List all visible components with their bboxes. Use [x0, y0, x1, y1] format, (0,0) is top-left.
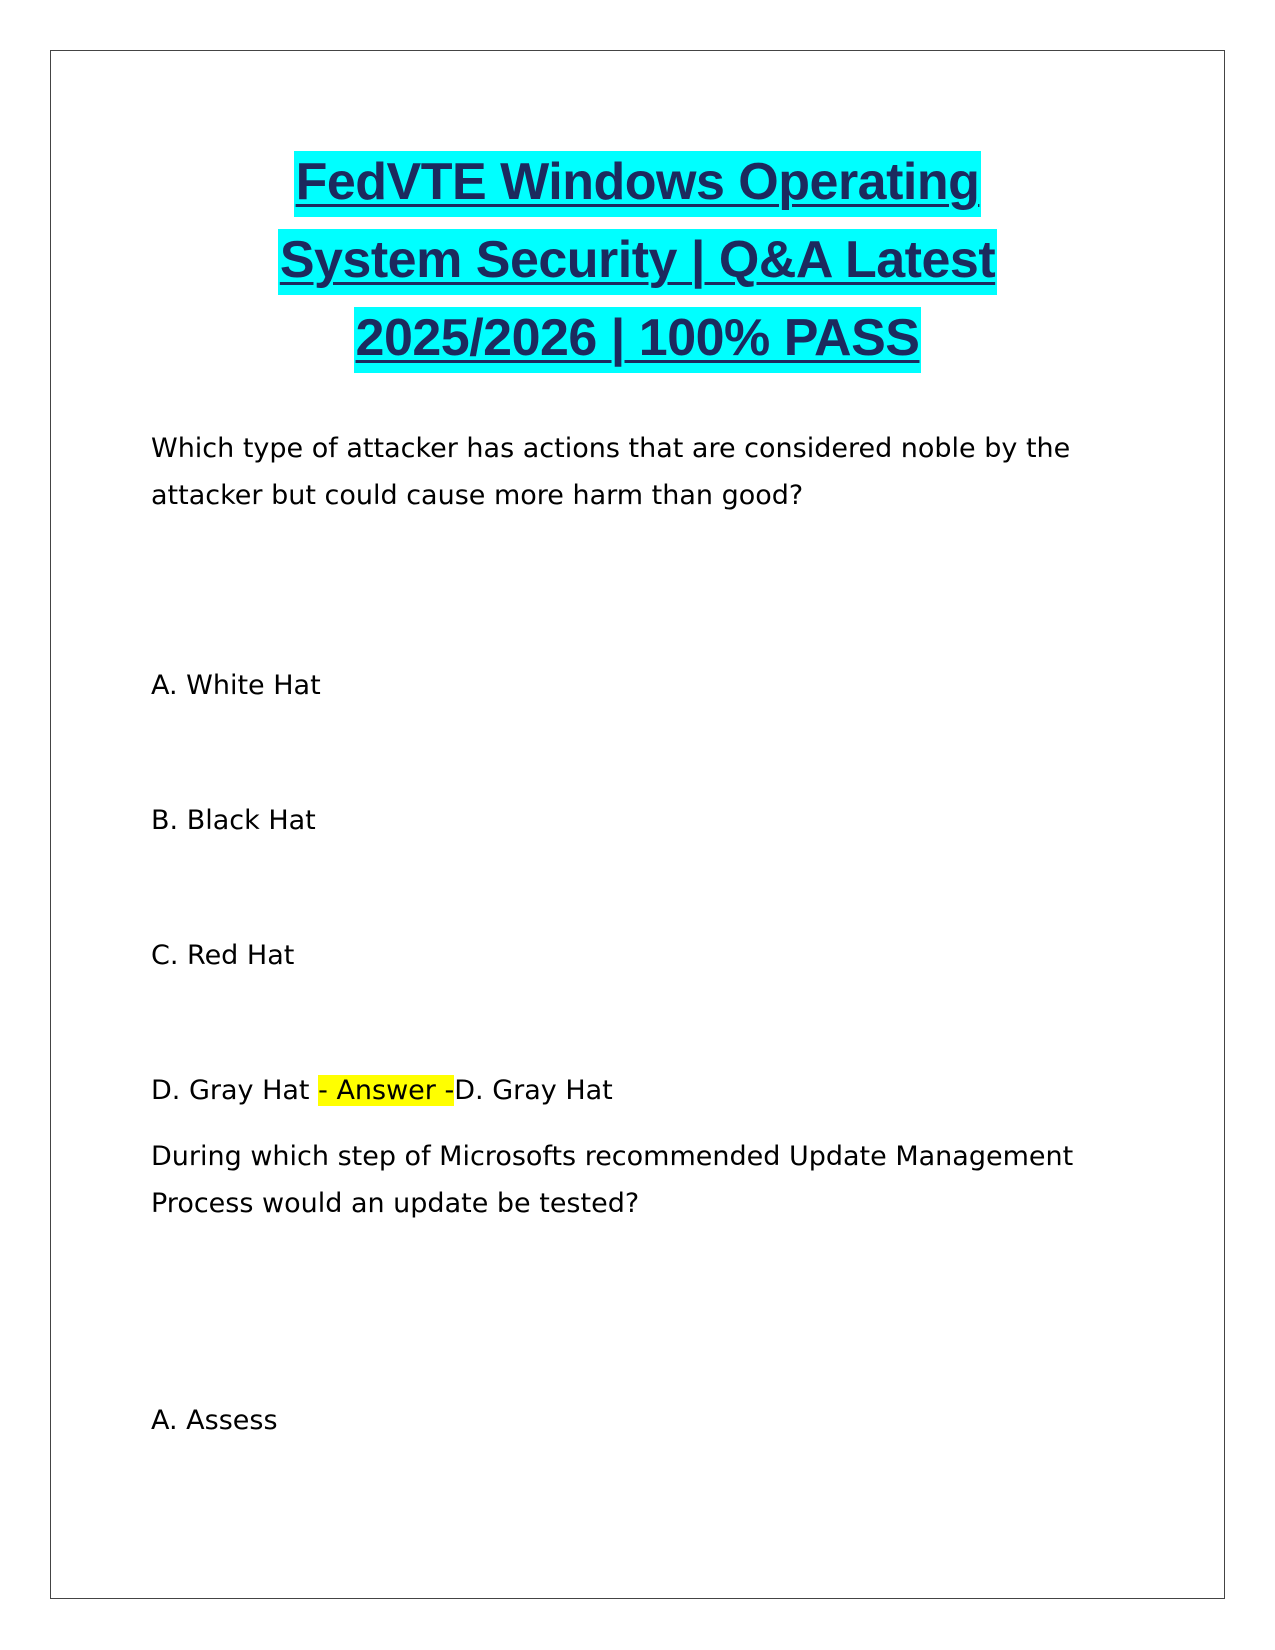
question-1-option-d-with-answer — [151, 1067, 613, 1114]
answer-text: D. Gray Hat — [454, 1075, 613, 1106]
title-line: System Security | Q&A Latest — [50, 221, 1225, 299]
question-line: attacker but could cause more harm than good? — [151, 480, 804, 511]
question-1-text — [151, 425, 1070, 519]
question-1-option-b: B. Black Hat — [151, 805, 316, 836]
question-1-option-d: D. Gray Hat — [151, 1075, 310, 1106]
document-title — [50, 143, 1225, 377]
question-line: Process would an update be tested? — [151, 1188, 640, 1219]
question-2-option-a: A. Assess — [151, 1405, 278, 1436]
answer-marker: - Answer - — [318, 1075, 455, 1106]
question-1-option-c: C. Red Hat — [151, 940, 295, 971]
title-line: FedVTE Windows Operating — [50, 143, 1225, 221]
question-1-option-a: A. White Hat — [151, 670, 321, 701]
title-line: 2025/2026 | 100% PASS — [50, 299, 1225, 377]
question-2-text — [151, 1133, 1073, 1227]
question-line: Which type of attacker has actions that are considered noble by the — [151, 433, 1071, 464]
question-line: During which step of Microsofts recommended Update Management — [151, 1141, 1074, 1172]
